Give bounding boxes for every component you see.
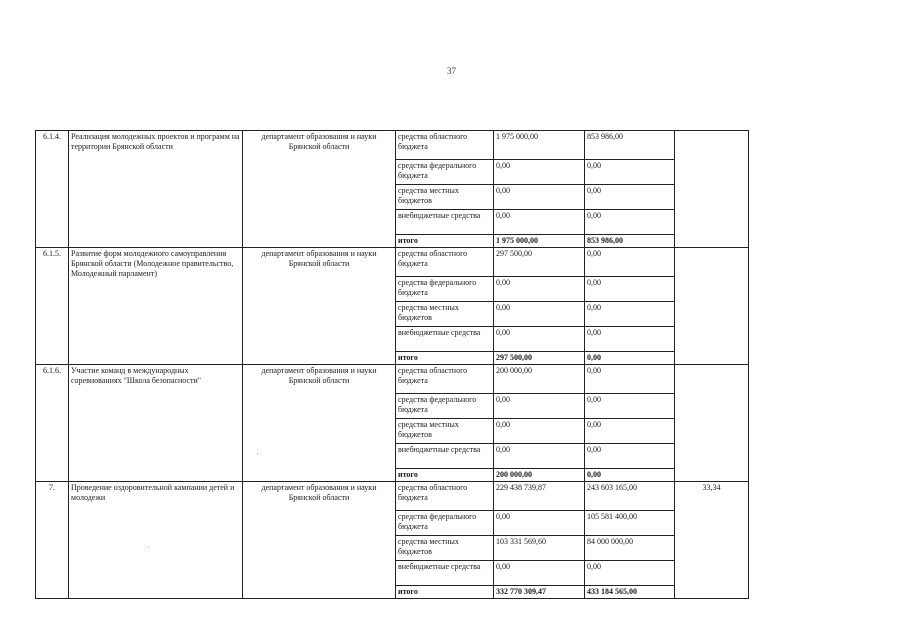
funding-source-label: средства федерального бюджета — [396, 511, 494, 536]
funding-source-label: внебюджетные средства — [396, 561, 494, 586]
planned-amount: 297 500,00 — [494, 248, 585, 277]
funding-source-label: средства областного бюджета — [396, 365, 494, 394]
item-department: департамент образования и науки Брянской области — [243, 248, 396, 365]
item-title: Развитие форм молодежного самоуправления Брянской области (Молодежное правительство, Молодежный парламент) — [69, 248, 243, 365]
item-department: департамент образования и науки Брянской области — [243, 482, 396, 599]
item-title: Реализация молодежных проектов и программ на территории Брянской области — [69, 131, 243, 248]
item-number: 6.1.5. — [36, 248, 69, 365]
item-number: 6.1.6. — [36, 365, 69, 482]
scan-speck — [148, 547, 149, 548]
actual-amount: 433 184 565,00 — [585, 586, 675, 599]
actual-amount: 0,00 — [585, 365, 675, 394]
page-number: 37 — [447, 66, 456, 76]
planned-amount: 0,00 — [494, 561, 585, 586]
source-row — [36, 482, 749, 511]
funding-source-label: внебюджетные средства — [396, 210, 494, 235]
item-department: департамент образования и науки Брянской области — [243, 365, 396, 482]
actual-amount: 0,00 — [585, 469, 675, 482]
funding-source-label: средства местных бюджетов — [396, 536, 494, 561]
actual-amount: 0,00 — [585, 248, 675, 277]
planned-amount: 200 000,00 — [494, 365, 585, 394]
actual-amount: 0,00 — [585, 561, 675, 586]
actual-amount: 0,00 — [585, 185, 675, 210]
funding-source-label: итого — [396, 352, 494, 365]
funding-source-label: средства местных бюджетов — [396, 185, 494, 210]
funding-source-label: средства областного бюджета — [396, 482, 494, 511]
actual-amount: 0,00 — [585, 352, 675, 365]
planned-amount: 1 975 000,00 — [494, 235, 585, 248]
actual-amount: 84 000 000,00 — [585, 536, 675, 561]
funding-source-label: итого — [396, 469, 494, 482]
planned-amount: 103 331 569,60 — [494, 536, 585, 561]
planned-amount: 0,00 — [494, 511, 585, 536]
planned-amount: 0,00 — [494, 394, 585, 419]
execution-percent — [675, 365, 749, 482]
planned-amount: 229 438 739,87 — [494, 482, 585, 511]
execution-percent — [675, 248, 749, 365]
item-number: 7. — [36, 482, 69, 599]
funding-source-label: внебюджетные средства — [396, 444, 494, 469]
funding-source-label: средства областного бюджета — [396, 248, 494, 277]
item-title: Проведение оздоровительной кампании детей и молодежи — [69, 482, 243, 599]
planned-amount: 297 500,00 — [494, 352, 585, 365]
actual-amount: 0,00 — [585, 327, 675, 352]
planned-amount: 0,00 — [494, 444, 585, 469]
item-number: 6.1.4. — [36, 131, 69, 248]
item-department: департамент образования и науки Брянской области — [243, 131, 396, 248]
planned-amount: 332 770 309,47 — [494, 586, 585, 599]
funding-source-label: средства федерального бюджета — [396, 160, 494, 185]
funding-source-label: итого — [396, 235, 494, 248]
actual-amount: 0,00 — [585, 277, 675, 302]
actual-amount: 105 581 400,00 — [585, 511, 675, 536]
source-row — [36, 248, 749, 277]
actual-amount: 0,00 — [585, 160, 675, 185]
actual-amount: 0,00 — [585, 419, 675, 444]
actual-amount: 853 986,00 — [585, 235, 675, 248]
planned-amount: 1 975 000,00 — [494, 131, 585, 160]
planned-amount: 0,00 — [494, 160, 585, 185]
source-row — [36, 131, 749, 160]
planned-amount: 0,00 — [494, 327, 585, 352]
actual-amount: 853 986,00 — [585, 131, 675, 160]
funding-source-label: внебюджетные средства — [396, 327, 494, 352]
source-row — [36, 365, 749, 394]
planned-amount: 200 000,00 — [494, 469, 585, 482]
planned-amount: 0,00 — [494, 419, 585, 444]
actual-amount: 0,00 — [585, 394, 675, 419]
item-title: Участие команд в международных соревнованиях "Школа безопасности" — [69, 365, 243, 482]
funding-source-label: средства федерального бюджета — [396, 394, 494, 419]
budget-table — [35, 130, 749, 599]
planned-amount: 0,00 — [494, 185, 585, 210]
actual-amount: 243 603 165,00 — [585, 482, 675, 511]
funding-source-label: итого — [396, 586, 494, 599]
funding-source-label: средства местных бюджетов — [396, 419, 494, 444]
funding-source-label: средства федерального бюджета — [396, 277, 494, 302]
execution-percent: 33,34 — [675, 482, 749, 599]
planned-amount: 0,00 — [494, 302, 585, 327]
actual-amount: 0,00 — [585, 210, 675, 235]
funding-source-label: средства местных бюджетов — [396, 302, 494, 327]
actual-amount: 0,00 — [585, 444, 675, 469]
execution-percent — [675, 131, 749, 248]
funding-source-label: средства областного бюджета — [396, 131, 494, 160]
planned-amount: 0,00 — [494, 210, 585, 235]
budget-table-body — [36, 131, 749, 599]
planned-amount: 0,00 — [494, 277, 585, 302]
scan-speck — [257, 453, 258, 454]
actual-amount: 0,00 — [585, 302, 675, 327]
